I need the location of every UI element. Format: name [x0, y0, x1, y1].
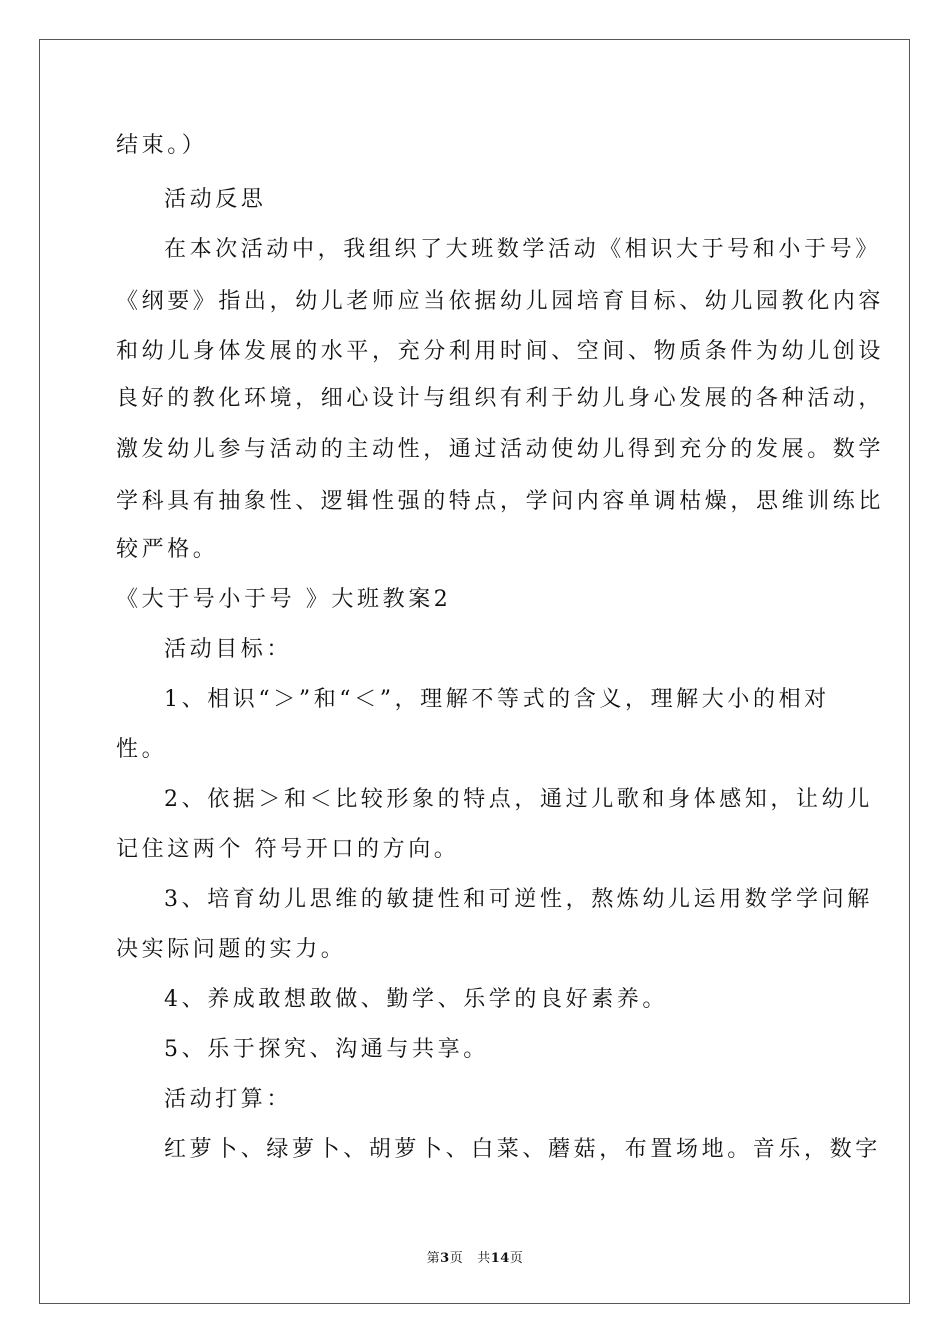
goal-4: 4、养成敢想敢做、勤学、乐学的良好素养。 — [164, 987, 668, 1012]
footer-total-suffix: 页 — [509, 1251, 524, 1266]
goal-2-line-2: 记住这两个 符号开口的方向。 — [116, 837, 460, 862]
section-heading-preparation: 活动打算： — [164, 1087, 293, 1112]
text-line-7: 激发幼儿参与活动的主动性，通过活动使幼儿得到充分的发展。数学 — [116, 437, 885, 462]
text-line-5: 和幼儿身体发展的水平，充分利用时间、空间、物质条件为幼儿创设 — [116, 339, 885, 364]
page-footer — [0, 1247, 950, 1266]
goal-1-line-1: 1、相识“＞”和“＜”，理解不等式的含义，理解大小的相对 — [164, 687, 830, 712]
preparation-line-1: 红萝卜、绿萝卜、胡萝卜、白菜、蘑菇，布置场地。音乐，数字 — [164, 1137, 881, 1162]
footer-total-prefix: 共 — [477, 1251, 491, 1266]
text-line-4: 《纲要》指出，幼儿老师应当依据幼儿园培育目标、幼儿园教化内容 — [116, 289, 885, 314]
page-frame — [39, 39, 910, 1304]
footer-total-number: 14 — [490, 1251, 510, 1266]
text-line-9: 较严格。 — [116, 537, 219, 562]
footer-page-prefix: 第 — [426, 1251, 441, 1266]
footer-page-number: 3 — [440, 1251, 450, 1266]
footer-page-suffix: 页 — [449, 1251, 464, 1266]
lesson-title: 《大于号小于号 》大班教案2 — [116, 587, 452, 612]
goal-5: 5、乐于探究、沟通与共享。 — [164, 1037, 489, 1062]
text-line-6: 良好的教化环境，细心设计与组织有利于幼儿身心发展的各种活动， — [116, 386, 885, 411]
section-heading-goals: 活动目标： — [164, 637, 293, 662]
text-line-8: 学科具有抽象性、逻辑性强的特点，学问内容单调枯燥，思维训练比 — [116, 489, 885, 514]
goal-3-line-2: 决实际问题的实力。 — [116, 937, 347, 962]
text-line-1: 结束。） — [116, 133, 208, 158]
goal-2-line-1: 2、依据＞和＜比较形象的特点，通过儿歌和身体感知，让幼儿 — [164, 787, 873, 812]
goal-1-line-2: 性。 — [116, 737, 168, 762]
text-line-3: 在本次活动中，我组织了大班数学活动《相识大于号和小于号》 — [164, 237, 881, 262]
section-heading-reflection: 活动反思 — [164, 187, 267, 212]
goal-3-line-1: 3、培育幼儿思维的敏捷性和可逆性，熬炼幼儿运用数学学问解 — [164, 887, 873, 912]
